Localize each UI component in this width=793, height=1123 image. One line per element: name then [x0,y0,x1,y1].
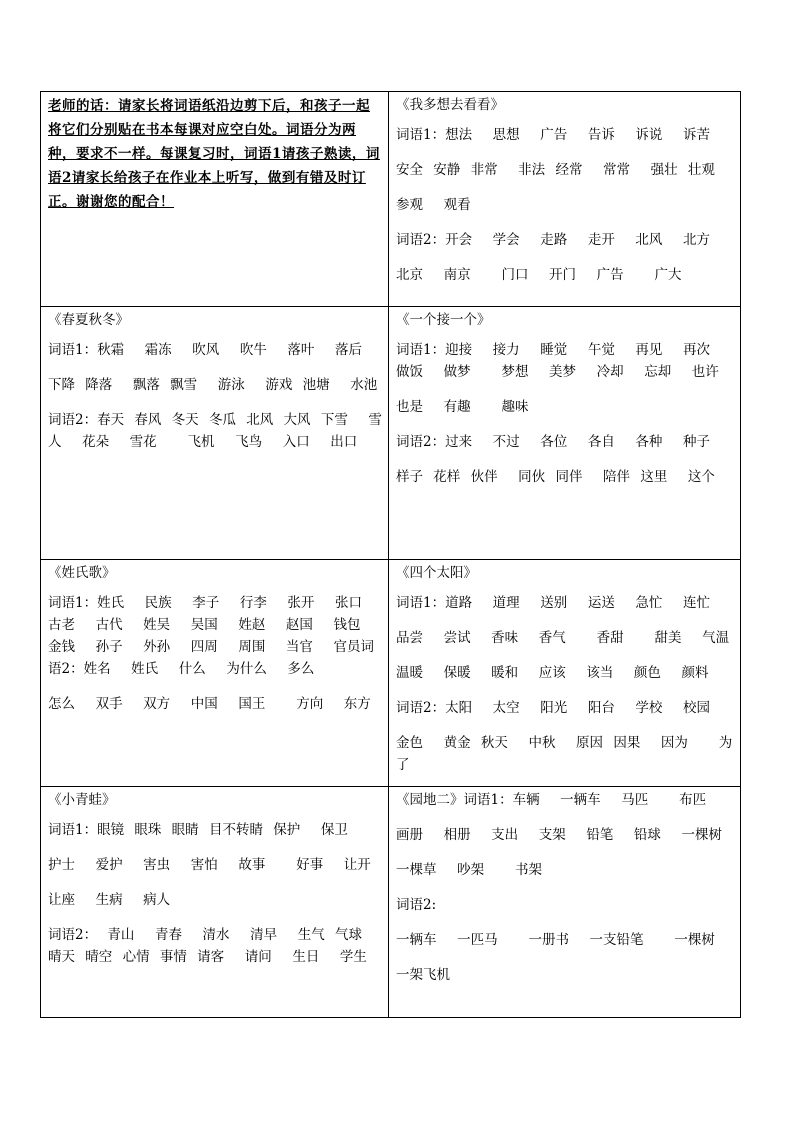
word-line: 也是 有趣 趣味 [396,399,529,415]
word-line: 参观 观看 [396,197,471,213]
word-line: 词语1：想法 思想 广告 告诉 诉说 诉苦 [396,127,711,143]
lesson-title: 《春夏秋冬》 [48,312,129,328]
word-line: 温暖 保暖 暖和 应该 该当 颜色 颜料 [396,665,709,681]
word-line: 品尝 尝试 香味 香气 香甜 甜美 气温 [396,630,730,646]
word-line: 金色 黄金 秋天 中秋 原因 因果 因为 为了 [396,735,733,773]
lesson-title: 《我多想去看看》 [396,97,504,113]
word-line: 词语1：眼镜 眼珠 眼睛 目不转睛 保护 保卫 [48,822,348,838]
lesson-title: 《园地二》词语1：车辆 一辆车 马匹 布匹 [396,792,707,808]
word-line: 词语2：春天 春风 冬天 冬瓜 北风 大风 下雪 雪人 花朵 雪花 飞机 飞鸟 入口 出口 [48,412,382,450]
lesson-title: 《小青蛙》 [48,792,116,808]
word-line: 词语1：姓氏 民族 李子 行李 张开 张口 古老 古代 姓吴 吴国 姓赵 赵国 钱包 金钱 孙子 外孙 四周 周围 当官 官员词语2：姓名 姓氏 什么 为什么 多么 [48,595,393,677]
lesson-cell-xing-shi-ge [41,560,393,787]
lesson-cell-si-ge-tai-yang [389,560,741,787]
word-line: 词语1：秋霜 霜冻 吹风 吹牛 落叶 落后 [48,342,363,358]
word-line: 词语1：迎接 接力 睡觉 午觉 再见 再次 做饭 做梦 梦想 美梦 冷却 忘却 也许 [396,342,731,380]
teacher-note-cell [41,92,389,307]
word-line: 怎么 双手 双方 中国 国王 方向 东方 [48,696,371,712]
word-line: 让座 生病 病人 [48,892,171,908]
lesson-title: 《一个接一个》 [396,312,491,328]
word-line: 画册 相册 支出 支架 铅笔 铅球 一棵树 [396,827,722,843]
lesson-title: 《姓氏歌》 [48,565,116,581]
word-line: 护士 爱护 害虫 害怕 故事 好事 让开 [48,857,371,873]
lesson-title: 《四个太阳》 [396,565,477,581]
word-line: 安全 安静 非常 非法 经常 常常 强壮 壮观 [396,162,715,178]
word-line: 样子 花样 伙伴 同伙 同伴 陪伴 这里 这个 [396,469,715,485]
word-line: 一辆车 一匹马 一册书 一支铅笔 一棵树 [396,932,715,948]
word-line: 词语2：开会 学会 走路 走开 北风 北方 [396,232,711,248]
word-line: 词语2：过来 不过 各位 各自 各种 种子 [396,434,711,450]
lesson-cell-xiao-qing-wa [41,787,393,1018]
lesson-cell-wo-duo-xiang [389,92,741,307]
word-line: 词语2: [396,897,437,913]
word-line: 下降 降落 飘落 飘雪 游泳 游戏 池塘 水池 [48,377,378,393]
lesson-cell-yi-ge-jie-yi-ge [389,307,741,560]
lesson-cell-yuan-di-er [389,787,741,1018]
word-line: 词语2： 青山 青春 清水 清早 生气 气球 晴天 晴空 心情 事情 请客 请问 生日 学生 [48,927,393,965]
word-line: 北京 南京 门口 开门 广告 广大 [396,267,682,283]
word-list-table [40,91,741,1018]
teacher-note: 老师的话：请家长将词语纸沿边剪下后，和孩子一起将它们分别贴在书本每课对应空白处。词语分为两种，要求不一样。每课复习时，词语1请孩子熟读，词语2请家长给孩子在作业本上听写，做到有错及时订正。谢谢您的配合！ [48,98,380,210]
word-line: 词语2：太阳 太空 阳光 阳台 学校 校园 [396,700,711,716]
word-line: 一架飞机 [396,967,450,983]
lesson-cell-chun-xia-qiu-dong [41,307,389,560]
word-line: 一棵草 吵架 书架 [396,862,542,878]
word-line: 词语1：道路 道理 送别 运送 急忙 连忙 [396,595,711,611]
